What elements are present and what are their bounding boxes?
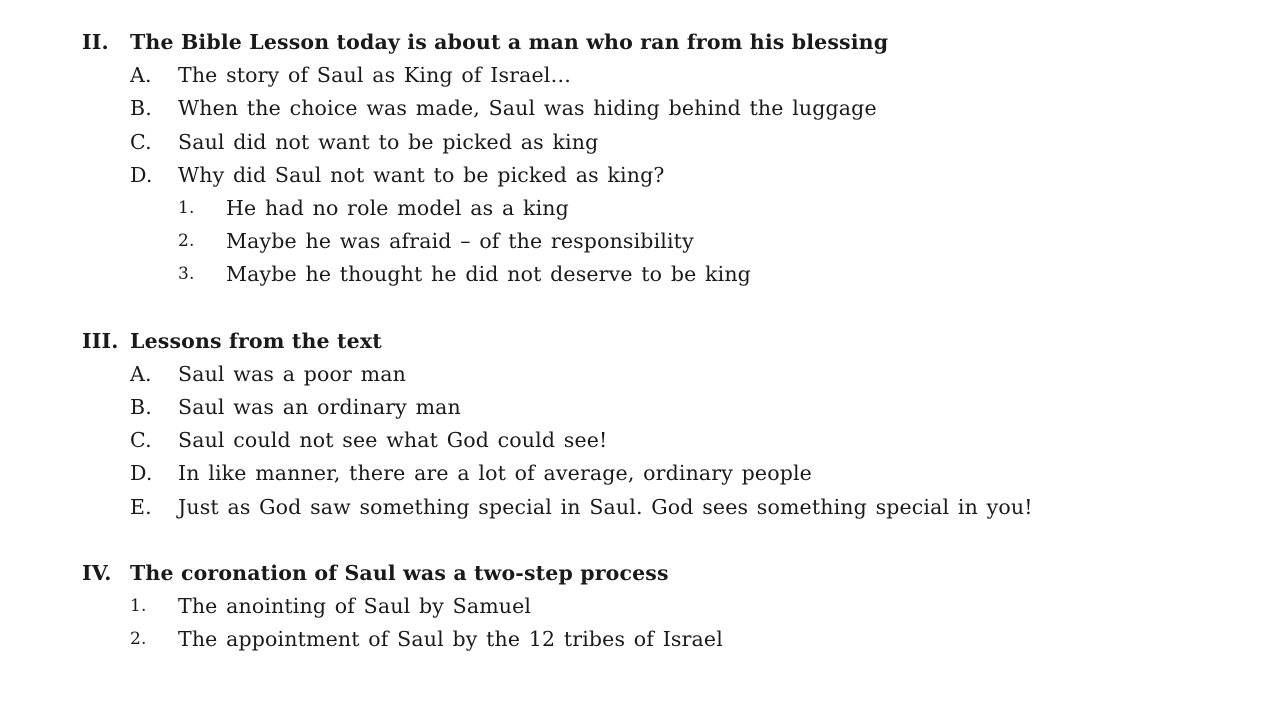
item-text: When the choice was made, Saul was hiding behind the luggage — [178, 96, 877, 121]
list-item — [82, 358, 1182, 391]
list-item — [82, 391, 1182, 424]
item-text: Saul was a poor man — [178, 361, 406, 386]
subitem-text: Maybe he thought he did not deserve to be king — [226, 262, 751, 287]
item-marker: D. — [130, 461, 153, 486]
item-marker: A. — [130, 63, 152, 88]
section-heading — [82, 325, 1182, 358]
section-heading — [82, 26, 1182, 59]
spacer — [82, 292, 1182, 325]
item-text: Saul was an ordinary man — [178, 395, 461, 420]
item-marker: A. — [130, 361, 152, 386]
item-text: Why did Saul not want to be picked as king? — [178, 162, 665, 187]
subitem-marker: 2. — [178, 231, 195, 252]
list-item — [82, 623, 1182, 656]
item-marker: B. — [130, 395, 152, 420]
item-text: The anointing of Saul by Samuel — [178, 594, 532, 619]
list-item — [82, 159, 1182, 192]
section-heading — [82, 557, 1182, 590]
list-item — [82, 126, 1182, 159]
item-text: Just as God saw something special in Saul. God sees something special in you! — [178, 494, 1033, 519]
section-numeral: III. — [82, 328, 119, 353]
list-item — [82, 92, 1182, 125]
subitem-marker: 3. — [178, 264, 195, 285]
item-text: The appointment of Saul by the 12 tribes of Israel — [178, 627, 723, 652]
item-marker: 1. — [130, 596, 147, 617]
section-title: The Bible Lesson today is about a man who ran from his blessing — [130, 30, 889, 54]
sub-list-item — [82, 192, 1182, 225]
list-item — [82, 590, 1182, 623]
list-item — [82, 424, 1182, 457]
item-text: Saul could not see what God could see! — [178, 428, 608, 453]
section-numeral: II. — [82, 30, 109, 54]
list-item — [82, 457, 1182, 490]
item-marker: B. — [130, 96, 152, 121]
subitem-marker: 1. — [178, 197, 195, 218]
list-item — [82, 59, 1182, 92]
subitem-text: Maybe he was afraid – of the responsibility — [226, 229, 694, 254]
outline — [82, 26, 1182, 657]
item-marker: 2. — [130, 629, 147, 650]
section-title: Lessons from the text — [130, 328, 382, 353]
item-marker: D. — [130, 162, 153, 187]
sub-list-item — [82, 225, 1182, 258]
item-text: In like manner, there are a lot of average, ordinary people — [178, 461, 812, 486]
sub-list-item — [82, 258, 1182, 291]
subitem-text: He had no role model as a king — [226, 195, 569, 220]
item-marker: C. — [130, 129, 152, 154]
list-item — [82, 491, 1182, 524]
item-marker: E. — [130, 494, 152, 519]
spacer — [82, 524, 1182, 557]
section-title: The coronation of Saul was a two-step process — [130, 561, 669, 585]
section-numeral: IV. — [82, 561, 112, 585]
item-text: The story of Saul as King of Israel… — [178, 63, 572, 88]
item-marker: C. — [130, 428, 152, 453]
item-text: Saul did not want to be picked as king — [178, 129, 599, 154]
